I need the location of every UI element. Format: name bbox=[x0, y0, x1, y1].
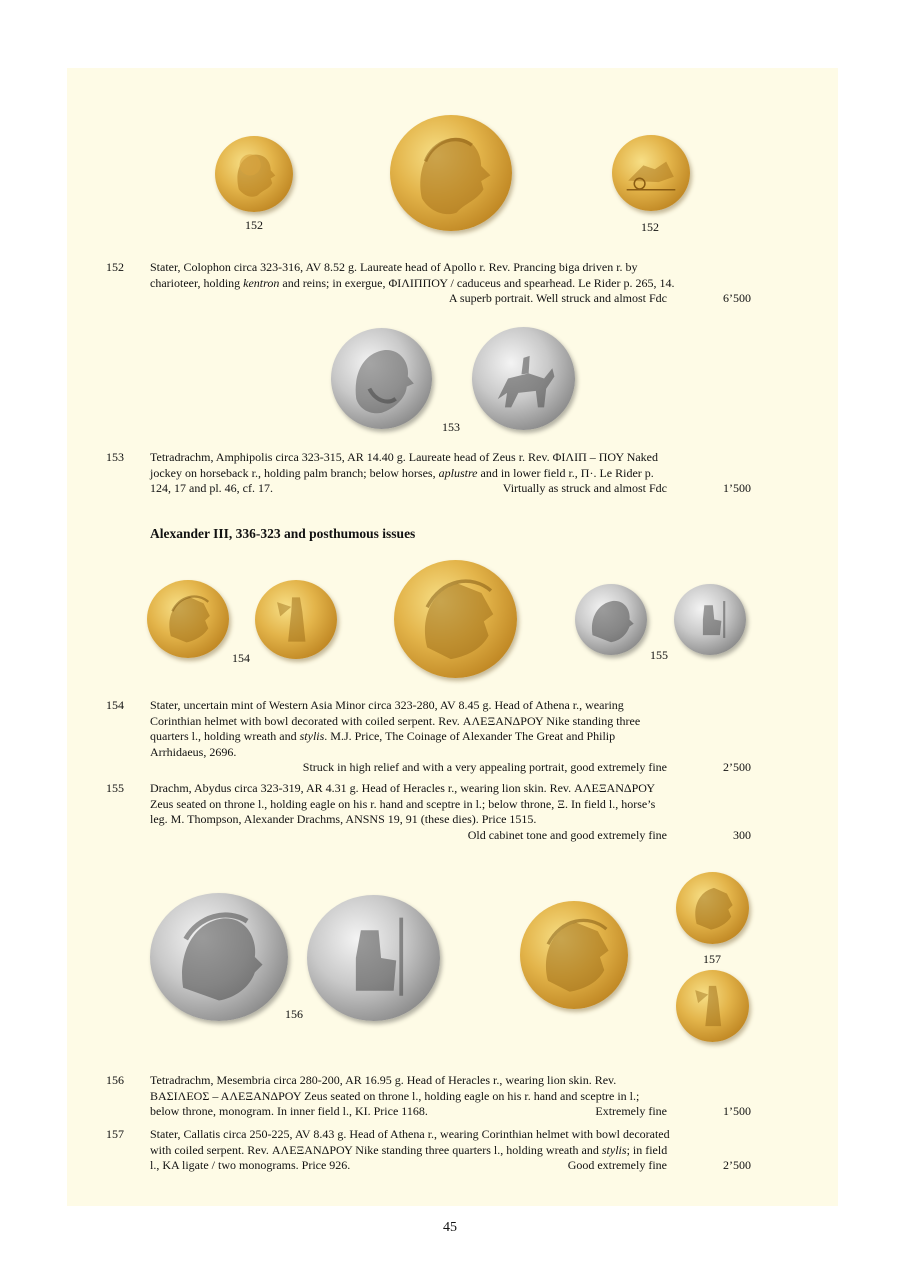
coin-157-obverse-athena-small bbox=[676, 872, 749, 944]
lot-estimate: 1’500 bbox=[723, 1104, 751, 1118]
lot-grade: Good extremely fine bbox=[567, 1158, 667, 1172]
coin-152-obverse-large bbox=[390, 115, 512, 231]
lot-description-italic: stylis bbox=[601, 1142, 627, 1157]
plate-label-155: 155 bbox=[650, 648, 668, 662]
coin-153-reverse-jockey bbox=[472, 327, 575, 430]
plate-label-152-b: 152 bbox=[641, 220, 659, 234]
coin-155-reverse-zeus-seated bbox=[674, 584, 746, 655]
plate-label-153: 153 bbox=[442, 420, 460, 434]
lot-description: 124, 17 and pl. 46, cf. 17. bbox=[150, 481, 273, 495]
lot-number: 156 bbox=[106, 1073, 124, 1087]
lot-description: with coiled serpent. Rev. ΑΛΕΞΑΝΔΡΟΥ Nike standing three quarters l., holding wreath and bbox=[150, 1142, 602, 1157]
lot-number: 154 bbox=[106, 698, 124, 712]
lot-grade: Struck in high relief and with a very appealing portrait, good extremely fine bbox=[302, 760, 667, 774]
lot-estimate: 1’500 bbox=[723, 481, 751, 495]
plate-label-152-a: 152 bbox=[245, 218, 263, 232]
lot-description-italic: stylis bbox=[299, 729, 325, 743]
lot-estimate: 300 bbox=[733, 827, 751, 842]
lot-description: below throne, monogram. In inner field l., ΚΙ. Price 1168. bbox=[150, 1104, 428, 1118]
lot-number: 155 bbox=[106, 781, 124, 795]
lot-description: Stater, Colophon circa 323-316, AV 8.52 g. Laureate head of Apollo r. Rev. Prancing biga driven r. by bbox=[150, 260, 638, 274]
lot-description: jockey on horseback r., holding palm branch; below horses, bbox=[150, 465, 439, 480]
coin-157-obverse-athena-large bbox=[520, 901, 628, 1009]
plate-label-154: 154 bbox=[232, 651, 250, 665]
plate-label-157: 157 bbox=[703, 952, 721, 966]
lot-description: Drachm, Abydus circa 323-319, AR 4.31 g. Head of Heracles r., wearing lion skin. Rev. ΑΛΕΞΑΝΔΡΟΥ bbox=[150, 781, 655, 795]
lot-description: ; in field bbox=[626, 1142, 668, 1157]
lot-estimate: 6’500 bbox=[723, 291, 751, 305]
lot-description: . M.J. Price, The Coinage of Alexander The Great and Philip bbox=[324, 729, 616, 743]
lot-grade: A superb portrait. Well struck and almost Fdc bbox=[448, 291, 667, 305]
lot-description-italic: kentron bbox=[243, 275, 280, 290]
page-number: 45 bbox=[443, 1220, 457, 1235]
lot-description: ΒΑΣΙΛΕΟΣ – ΑΛΕΞΑΝΔΡΟΥ Zeus seated on throne l., holding eagle on his r. hand and sceptre in l.; bbox=[150, 1088, 640, 1103]
coin-152-reverse-biga bbox=[612, 135, 690, 211]
lot-estimate: 2’500 bbox=[723, 1158, 751, 1172]
lot-number: 152 bbox=[106, 260, 124, 274]
lot-description: Tetradrachm, Mesembria circa 280-200, AR 16.95 g. Head of Heracles r., wearing lion skin. Rev. bbox=[150, 1073, 617, 1087]
coin-152-obverse-small bbox=[215, 136, 293, 212]
lot-description: and in lower field r., Π·. Le Rider p. bbox=[477, 465, 654, 480]
lot-description: charioteer, holding bbox=[150, 275, 244, 290]
coin-154-obverse-athena-large bbox=[394, 560, 517, 678]
lot-description: Stater, uncertain mint of Western Asia Minor circa 323-280, AV 8.45 g. Head of Athena r., wearing bbox=[150, 698, 624, 712]
coin-154-reverse-nike bbox=[255, 580, 337, 659]
section-heading: Alexander III, 336-323 and posthumous issues bbox=[150, 526, 416, 541]
lot-description: and reins; in exergue, ΦΙΛΙΠΠΟΥ / caduceus and spearhead. Le Rider p. 265, 14. bbox=[279, 275, 675, 290]
lot-grade: Extremely fine bbox=[595, 1104, 667, 1118]
lot-description: quarters l., holding wreath and bbox=[150, 729, 300, 743]
coin-156-obverse-heracles bbox=[150, 893, 288, 1021]
coin-153-obverse-zeus bbox=[331, 328, 432, 429]
plate-label-156: 156 bbox=[285, 1007, 303, 1021]
coin-157-reverse-nike bbox=[676, 970, 749, 1042]
lot-grade: Old cabinet tone and good extremely fine bbox=[467, 827, 667, 842]
coin-155-obverse-heracles bbox=[575, 584, 647, 655]
lot-description: l., ΚΑ ligate / two monograms. Price 926. bbox=[150, 1158, 351, 1172]
lot-number: 153 bbox=[106, 450, 124, 464]
coin-156-reverse-zeus-seated bbox=[307, 895, 440, 1021]
lot-description: Zeus seated on throne l., holding eagle on his r. hand and sceptre in l.; below throne, Ξ. In field l., horse’s bbox=[150, 796, 656, 811]
lot-description: Arrhidaeus, 2696. bbox=[150, 744, 237, 759]
lot-grade: Virtually as struck and almost Fdc bbox=[502, 481, 667, 495]
lot-estimate: 2’500 bbox=[723, 760, 751, 774]
lot-number: 157 bbox=[106, 1127, 124, 1141]
lot-description: leg. M. Thompson, Alexander Drachms, ANSNS 19, 91 (these dies). Price 1515. bbox=[150, 812, 537, 826]
lot-description-italic: aplustre bbox=[438, 465, 478, 480]
lot-description: Stater, Callatis circa 250-225, AV 8.43 g. Head of Athena r., wearing Corinthian helmet with bowl decorated bbox=[150, 1127, 670, 1141]
lot-description: Corinthian helmet with bowl decorated with coiled serpent. Rev. ΑΛΕΞΑΝΔΡΟΥ Nike standing three bbox=[150, 713, 641, 728]
coin-154-obverse-athena-small bbox=[147, 580, 229, 658]
lot-description: Tetradrachm, Amphipolis circa 323-315, AR 14.40 g. Laureate head of Zeus r. Rev. ΦΙΛΙΠ – ΠΟΥ Naked bbox=[150, 450, 659, 464]
